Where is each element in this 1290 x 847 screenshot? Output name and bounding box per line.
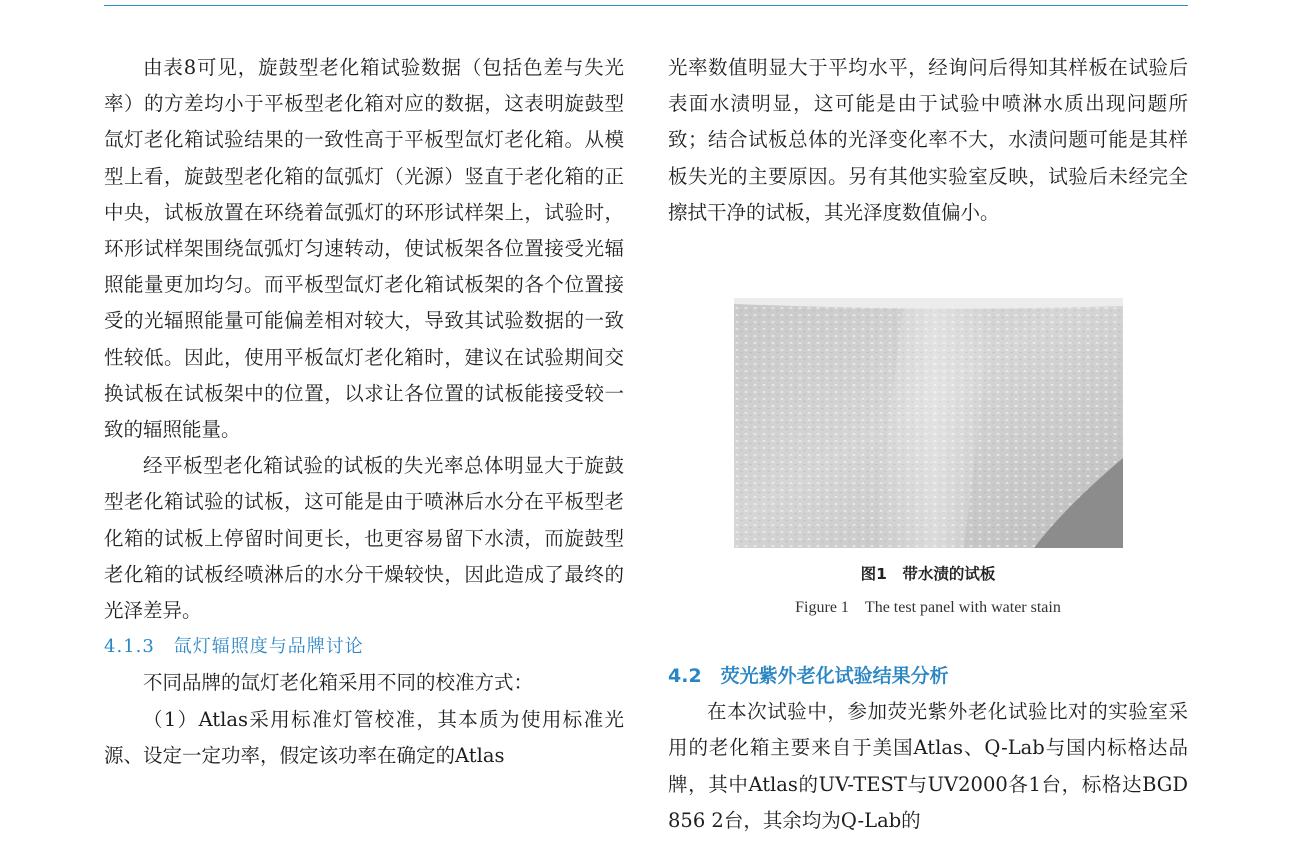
section-heading: 4.2 荧光紫外老化试验结果分析 bbox=[668, 665, 949, 687]
header-rule bbox=[104, 5, 1188, 6]
paragraph: 经平板型老化箱试验的试板的失光率总体明显大于旋鼓型老化箱试验的试板，这可能是由于喷淋后水分在平板型老化箱的试板上停留时间更长，也更容易留下水渍，而旋鼓型老化箱的试板经喷淋后的水分干燥较快，因此造成了最终的光泽差异。 bbox=[104, 454, 624, 623]
figure-image bbox=[734, 298, 1123, 548]
left-column bbox=[104, 50, 624, 774]
subsection-heading: 4.1.3 氙灯辐照度与品牌讨论 bbox=[104, 636, 364, 658]
figure-caption-cn: 图1 带水渍的试板 bbox=[860, 565, 996, 583]
right-column bbox=[668, 50, 1188, 231]
paragraph: 由表8可见，旋鼓型老化箱试验数据（包括色差与失光率）的方差均小于平板型老化箱对应的数据，这表明旋鼓型氙灯老化箱试验结果的一致性高于平板型氙灯老化箱。从模型上看，旋鼓型老化箱的氙弧灯（光源）竖直于老化箱的正中央，试板放置在环绕着氙弧灯的环形试样架上，试验时，环形试样架围绕氙弧灯匀速转动，使试板架各位置接受光辐照能量更加均匀。而平板型氙灯老化箱试板架的各个位置接受的光辐照能量可能偏差相对较大，导致其试验数据的一致性较低。因此，使用平板氙灯老化箱时，建议在试验期间交换试板在试板架中的位置，以求让各位置的试板能接受较一致的辐照能量。 bbox=[104, 56, 624, 442]
list-item: （1）Atlas采用标准灯管校准，其本质为使用标准光源、设定一定功率，假定该功率在确定的Atlas bbox=[104, 707, 624, 767]
figure-caption-en: Figure 1 The test panel with water stain bbox=[795, 599, 1061, 616]
paragraph: 在本次试验中，参加荧光紫外老化试验比对的实验室采用的老化箱主要来自于美国Atlas、Q-Lab与国内标格达品牌，其中Atlas的UV-TEST与UV2000各1台，标格达BGD 856 2台，其余均为Q-Lab的 bbox=[668, 700, 1188, 832]
paragraph: 不同品牌的氙灯老化箱采用不同的校准方式： bbox=[143, 671, 534, 695]
figure-water-stain-panel bbox=[734, 298, 1123, 548]
right-column-lower bbox=[668, 658, 1188, 839]
paragraph: 光率数值明显大于平均水平，经询问后得知其样板在试验后表面水渍明显，这可能是由于试验中喷淋水质出现问题所致；结合试板总体的光泽变化率不大，水渍问题可能是其样板失光的主要原因。另有其他实验室反映，试验后未经完全擦拭干净的试板，其光泽度数值偏小。 bbox=[668, 56, 1188, 224]
